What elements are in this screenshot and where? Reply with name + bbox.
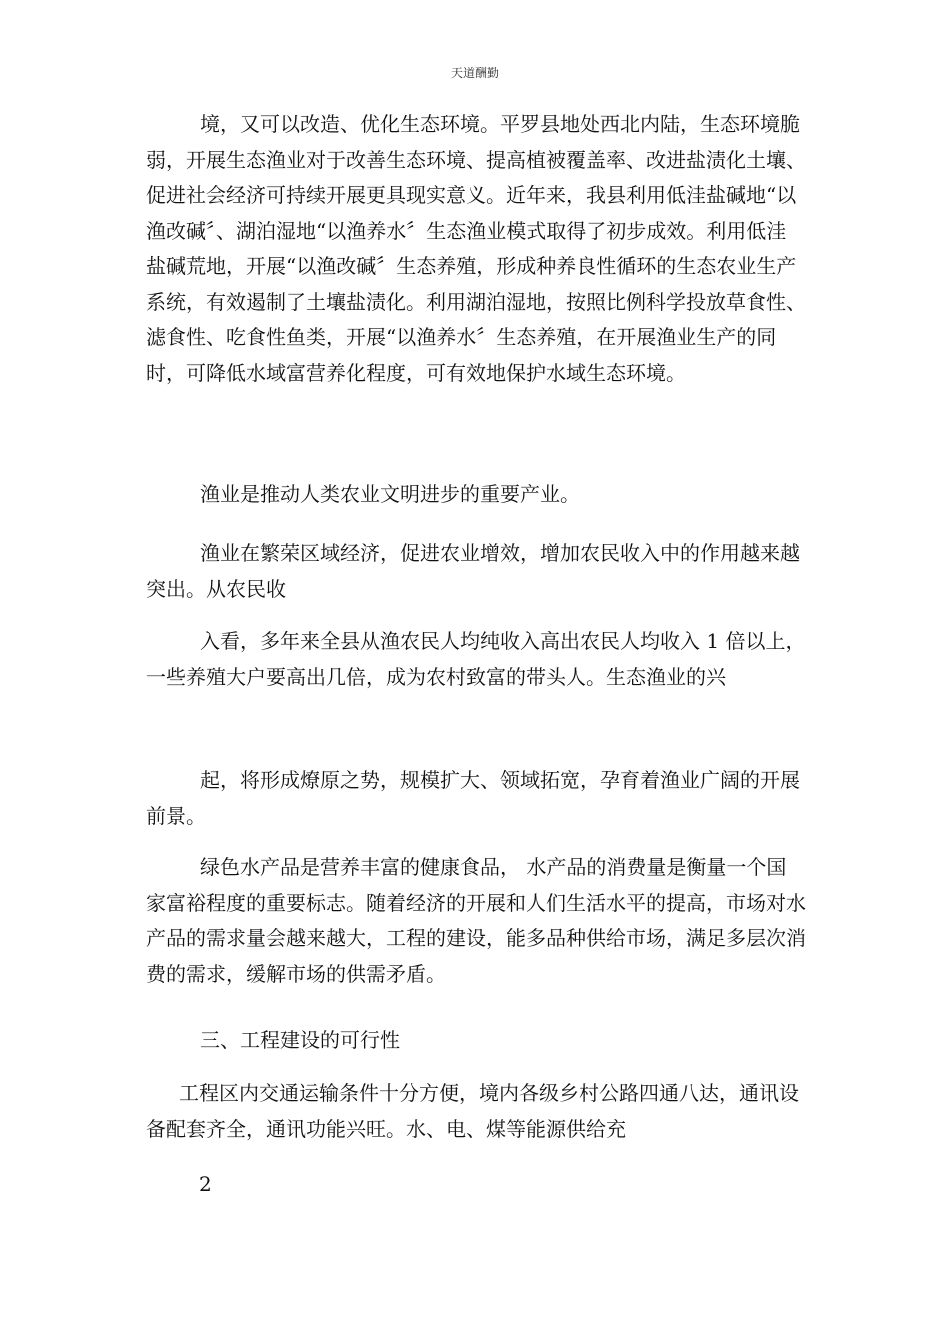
- paragraph-regional-economy: 渔业在繁荣区域经济，促进农业增效，增加农民收入中的作用越来越突出。从农民收: [146, 541, 800, 601]
- paragraph-farmer-income: 入看，多年来全县从渔农民人均纯收入高出农民人均收入 1 倍以上，一些养殖大户要高出几倍，成为农村致富的带头人。生态渔业的兴: [146, 629, 806, 689]
- page-header: 天道酬勤: [450, 66, 499, 80]
- paragraph-ecology: 境，又可以改造、优化生态环境。平罗县地处西北内陆，生态环境脆弱，开展生态渔业对于改善生态环境、提高植被覆盖率、改进盐渍化土壤、促进社会经济可持续开展更具现实意义。近年来，我县利用低洼盐碱地“以渔改碱〞、湖泊湿地“以渔养水〞生态渔业模式取得了初步成效。利用低洼盐碱荒地，开展“以渔改碱〞生态养殖，形成种养良性循环的生态农业生产系统，有效遏制了土壤盐渍化。利用湖泊湿地，按照比例科学投放草食性、滤食性、吃食性鱼类，开展“以渔养水〞生态养殖，在开展渔业生产的同时，可降低水域富营养化程度，可有效地保护水域生态环境。: [146, 112, 806, 385]
- page-number: 2: [199, 1172, 212, 1196]
- paragraph-fishery-importance: 渔业是推动人类农业文明进步的重要产业。: [200, 482, 580, 506]
- paragraph-green-products: 绿色水产品是营养丰富的健康食品， 水产品的消费量是衡量一个国家富裕程度的重要标志。随着经济的开展和人们生活水平的提高，市场对水产品的需求量会越来越大，工程的建设，能多品种供给市场，满足多层次消费的需求，缓解市场的供需矛盾。: [146, 855, 806, 986]
- paragraph-development-prospect: 起，将形成燎原之势，规模扩大、领域拓宽，孕育着渔业广阔的开展前景。: [146, 768, 800, 828]
- section-heading-feasibility: 三、工程建设的可行性: [200, 1028, 400, 1052]
- paragraph-transport-conditions: 工程区内交通运输条件十分方便，境内各级乡村公路四通八达，通讯设备配套齐全，通讯功能兴旺。水、电、煤等能源供给充: [146, 1081, 799, 1141]
